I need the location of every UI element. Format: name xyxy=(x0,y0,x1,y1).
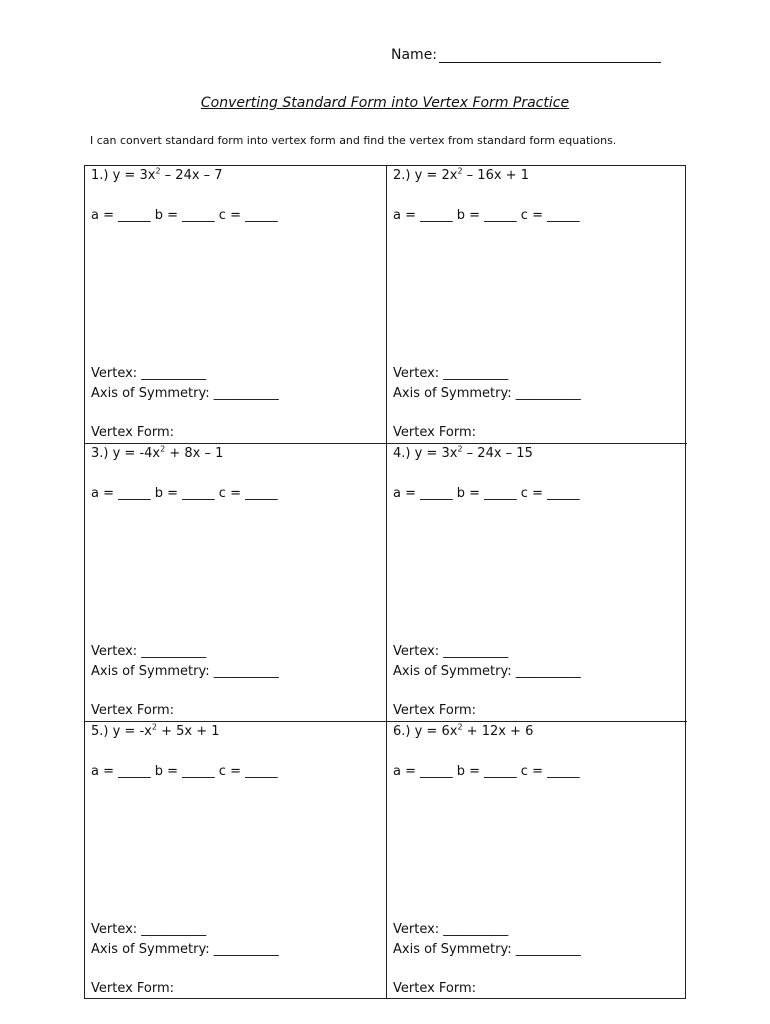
worksheet-title: Converting Standard Form into Vertex Form Practice xyxy=(200,95,570,111)
problem-equation: 6.) $y = 6x^2 + 12x + 6$ xyxy=(393,722,534,739)
objective-statement: I can convert standard form into vertex form and find the vertex from standard form equations. xyxy=(90,134,617,147)
abc-blanks[interactable]: a = _____ b = _____ c = _____ xyxy=(91,764,278,779)
problem-equation: 4.) $y = 3x^2 - 24x - 15$ xyxy=(393,444,533,461)
abc-blanks[interactable]: a = _____ b = _____ c = _____ xyxy=(393,208,580,223)
axis-of-symmetry-blank[interactable]: Axis of Symmetry: __________ xyxy=(393,386,581,401)
vertex-blank[interactable]: Vertex: __________ xyxy=(91,366,207,381)
axis-of-symmetry-blank[interactable]: Axis of Symmetry: __________ xyxy=(393,942,581,957)
vertex-form-label: Vertex Form: xyxy=(393,425,477,440)
problem-cell-6 xyxy=(386,721,687,999)
vertex-form-label: Vertex Form: xyxy=(393,703,477,718)
abc-blanks[interactable]: a = _____ b = _____ c = _____ xyxy=(91,208,278,223)
axis-of-symmetry-blank[interactable]: Axis of Symmetry: __________ xyxy=(91,942,279,957)
problem-grid xyxy=(84,165,686,999)
problem-equation: 3.) $y = -4x^2 + 8x - 1$ xyxy=(91,444,224,461)
vertex-form-label: Vertex Form: xyxy=(91,425,175,440)
problem-equation: 2.) $y = 2x^2 - 16x + 1$ xyxy=(393,166,529,183)
problem-cell-4 xyxy=(386,443,687,721)
axis-of-symmetry-blank[interactable]: Axis of Symmetry: __________ xyxy=(91,386,279,401)
problem-equation: 1.) $y = 3x^2 - 24x - 7$ xyxy=(91,166,223,183)
vertex-blank[interactable]: Vertex: __________ xyxy=(91,644,207,659)
abc-blanks[interactable]: a = _____ b = _____ c = _____ xyxy=(393,486,580,501)
abc-blanks[interactable]: a = _____ b = _____ c = _____ xyxy=(393,764,580,779)
vertex-blank[interactable]: Vertex: __________ xyxy=(393,366,509,381)
name-field xyxy=(391,47,661,63)
problem-cell-3 xyxy=(85,443,386,721)
vertex-blank[interactable]: Vertex: __________ xyxy=(91,922,207,937)
vertex-blank[interactable]: Vertex: __________ xyxy=(393,922,509,937)
axis-of-symmetry-blank[interactable]: Axis of Symmetry: __________ xyxy=(393,664,581,679)
problem-cell-2 xyxy=(386,166,687,444)
name-label: Name: xyxy=(391,47,438,63)
name-blank-line[interactable] xyxy=(439,48,661,63)
problem-cell-5 xyxy=(85,721,386,999)
abc-blanks[interactable]: a = _____ b = _____ c = _____ xyxy=(91,486,278,501)
problem-equation: 5.) $y = -x^2 + 5x + 1$ xyxy=(91,722,220,739)
vertex-form-label: Vertex Form: xyxy=(393,981,477,996)
vertex-form-label: Vertex Form: xyxy=(91,703,175,718)
vertex-blank[interactable]: Vertex: __________ xyxy=(393,644,509,659)
problem-cell-1 xyxy=(85,166,386,444)
vertex-form-label: Vertex Form: xyxy=(91,981,175,996)
axis-of-symmetry-blank[interactable]: Axis of Symmetry: __________ xyxy=(91,664,279,679)
